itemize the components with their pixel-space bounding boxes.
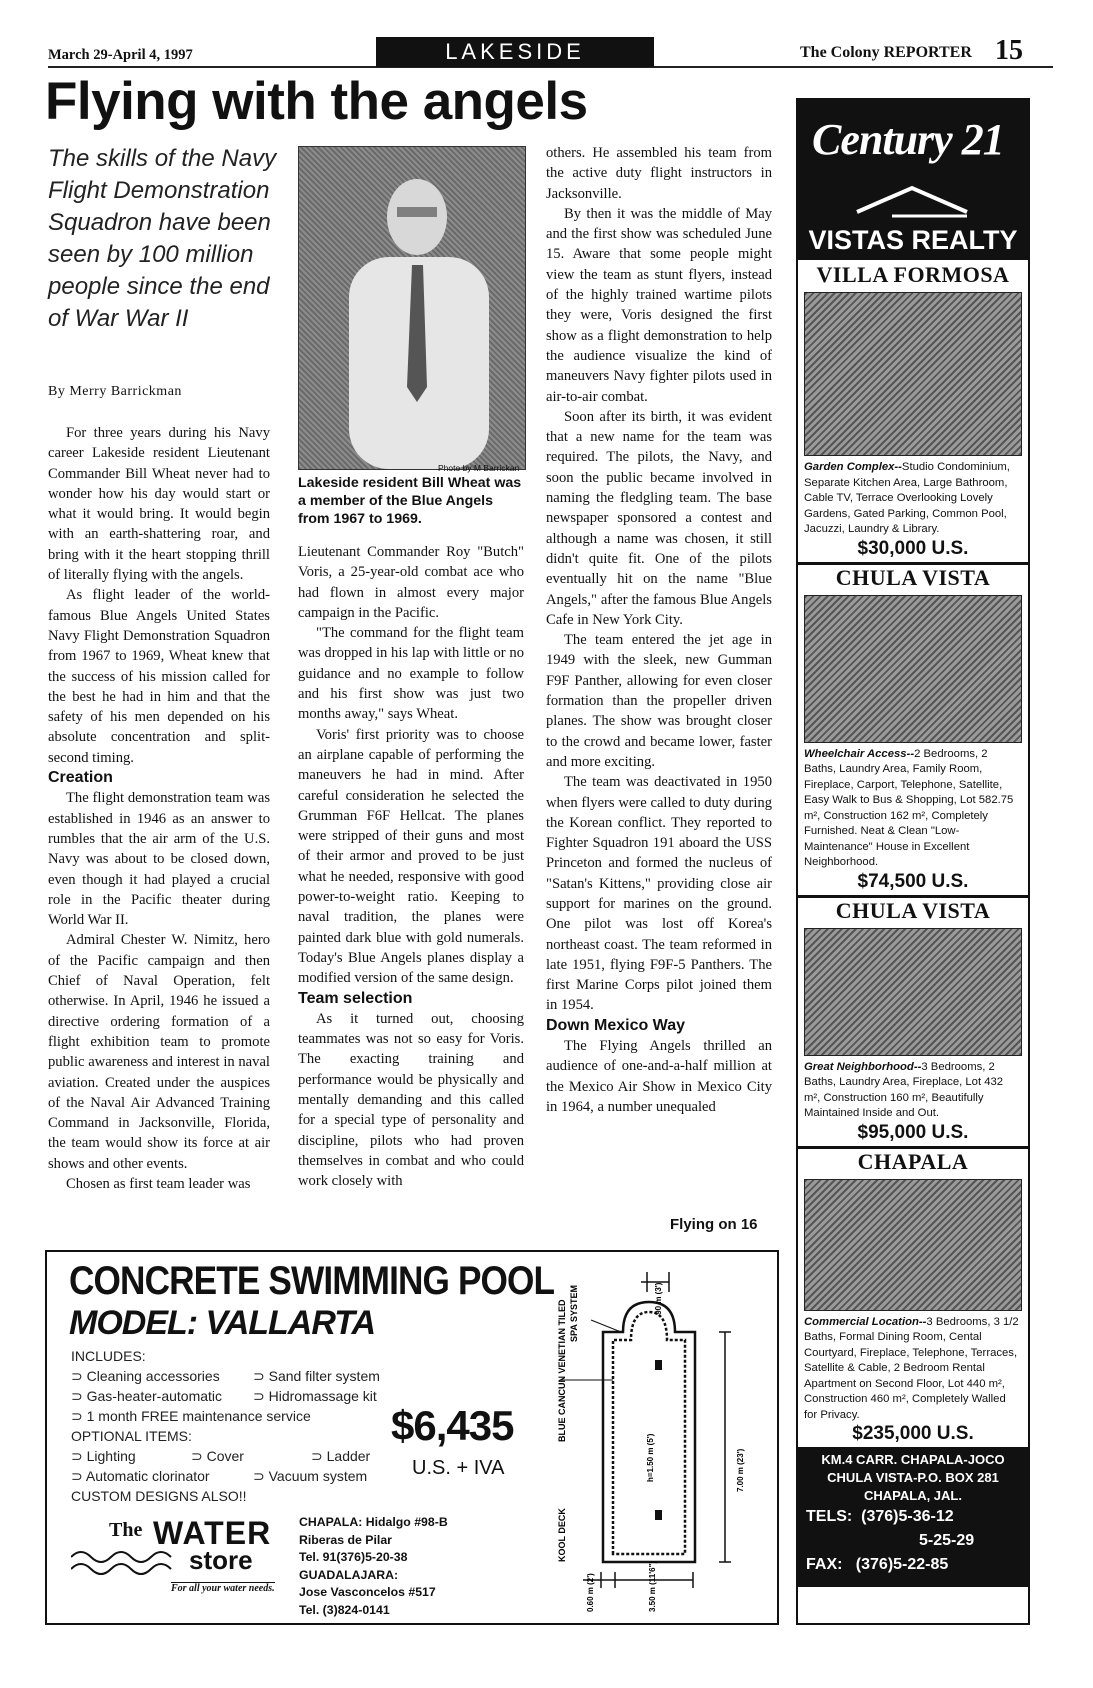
- label-bottom-2: 3.50 m (11'6"): [648, 1560, 657, 1612]
- address-line: Tel. 91(376)5-20-38: [299, 1550, 408, 1564]
- portrait-figure: [299, 147, 525, 469]
- listing-description: [798, 1315, 1028, 1424]
- logo-the: The: [109, 1519, 143, 1541]
- fax-number: (376)5-22-85: [855, 1556, 949, 1573]
- label-depth: h=1.50 m (5'): [646, 1433, 655, 1482]
- label-spa: SPA SYSTEM: [569, 1284, 579, 1342]
- listing-price: $95,000 U.S.: [857, 1121, 969, 1143]
- tels-label: TELS:: [806, 1508, 853, 1525]
- include-item: ⊃ 1 month FREE maintenance service: [71, 1408, 311, 1424]
- article-column-3: [546, 143, 772, 1196]
- pool-ad-title: CONCRETE SWIMMING POOL: [69, 1259, 555, 1303]
- listing-price: $235,000 U.S.: [852, 1423, 974, 1444]
- fax-line: [798, 1553, 1028, 1577]
- pool-diagram: [543, 1262, 753, 1614]
- listing-details: 3 Bedrooms, 2 Baths, Laundry Area, Fireplace, Lot 432 m², Construction 160 m², Beautifully Maintained Inside and Out.: [804, 1060, 1004, 1119]
- address-line: CHAPALA: Hidalgo #98-B: [299, 1515, 448, 1529]
- listing-lead: Great Neighborhood--: [804, 1060, 922, 1073]
- paragraph: As it turned out, choosing teammates was not so easy for Voris. The exacting training and performance would be physically and mentally demanding and this called for a special type of personality and discipline, pilots who had proven themselves in combat and who could work closely with: [298, 1010, 524, 1190]
- label-bottom-1: 0.60 m (2'): [586, 1573, 595, 1612]
- pool-model: MODEL: VALLARTA: [69, 1304, 376, 1342]
- listing-description: [798, 460, 1028, 538]
- deck: The skills of the Navy Flight Demonstration Squadron have been seen by 100 million people since the end of War War II: [48, 145, 277, 332]
- pool-ad: [45, 1250, 779, 1625]
- headline: Flying with the angels: [45, 72, 588, 131]
- listing-title: VILLA FORMOSA: [816, 262, 1010, 287]
- logo-store: store: [189, 1545, 253, 1575]
- tel-number: 5-25-29: [919, 1532, 975, 1549]
- listing-description: [798, 747, 1028, 871]
- address-line: KM.4 CARR. CHAPALA-JOCO: [821, 1452, 1005, 1467]
- paragraph: The flight demonstration team was established in 1946 as an answer to rumbles that the air arm of the U.S. Navy was about to be closed down, even though it had played a crucial role in the Pacific theater during World War II.: [48, 790, 270, 929]
- listing-description: [798, 1060, 1028, 1122]
- address-line: Tel. (3)824-0141: [299, 1602, 390, 1617]
- pool-outline: [603, 1302, 695, 1562]
- address-line: Jose Vasconcelos #517: [299, 1585, 436, 1599]
- subhead-creation: Creation: [48, 769, 113, 787]
- paragraph: For three years during his Navy career Lakeside resident Lieutenant Commander Bill Wheat never had to wonder how his day would start or what it would bring. It would begin with an earth-shattering roar, and bring with it the heart stopping thrill of literally flying with the angels.: [48, 425, 270, 584]
- address-line: Riberas de Pilar: [299, 1532, 392, 1547]
- photo-caption: Lakeside resident Bill Wheat was a member of the Blue Angels from 1967 to 1969.: [298, 475, 522, 527]
- byline: By Merry Barrickman: [48, 384, 182, 399]
- paragraph: As flight leader of the world-famous Blue Angels United States Navy Flight Demonstration Squadron from 1967 to 1969, Wheat knew that the success of his mission called for the best he had in him and that the safety of his men depended on his absolute concentration and split-second timing.: [48, 587, 270, 766]
- century21-ad: [796, 98, 1030, 1625]
- include-item: ⊃ Gas-heater-automatic: [71, 1388, 223, 1404]
- paragraph: The Flying Angels thrilled an audience of one-and-a-half million at the Mexico Air Show in Mexico City in 1964, a number unequaled: [546, 1038, 772, 1115]
- pool-price: $6,435: [391, 1402, 514, 1449]
- optional-item: ⊃ Vacuum system: [253, 1468, 368, 1484]
- label-tile: BLUE CANCUN VENETIAN TILED: [557, 1299, 567, 1442]
- listing-photo: [804, 292, 1022, 456]
- issue-date: March 29-April 4, 1997: [48, 47, 193, 63]
- article-column-2: [298, 542, 524, 1239]
- section-banner: LAKESIDE: [376, 37, 654, 67]
- address-line: CHAPALA, JAL.: [864, 1488, 962, 1503]
- includes-label: INCLUDES:: [71, 1348, 146, 1364]
- paragraph: Voris' first priority was to choose an airplane capable of performing the maneuvers he had in mind. After careful consideration he selected the Grumman F6F Hellcat. The planes were stripped of their guns and most of their armor and proved to be just what he needed, responsive with good power-to-weight ratio. Keeping to naval tradition, the planes were painted dark blue with gold numerals. Today's Blue Angels planes display a modified version of the same design.: [298, 726, 524, 987]
- logo-water: WATER: [153, 1515, 272, 1551]
- listing-title: CHAPALA: [857, 1148, 969, 1174]
- listing-details: 3 Bedrooms, 3 1/2 Baths, Formal Dining Room, Cental Courtyard, Fireplace, Telephone, Terraces, Satellite & Cable, 2 Bedroom Rental Apartment on Second Floor, Lot 440 m², Construction 460 m², Completely Walled for Privacy.: [804, 1315, 1019, 1421]
- fax-label: FAX:: [806, 1556, 843, 1573]
- contact-block: [798, 1447, 1028, 1587]
- listing-photo: [804, 1179, 1022, 1311]
- listing-photo: [804, 928, 1022, 1056]
- paragraph: Lieutenant Commander Roy "Butch" Voris, a 25-year-old combat ace who had flown in almost every major campaign in the Pacific.: [298, 544, 524, 621]
- subhead-team-selection: Team selection: [298, 989, 413, 1007]
- optional-item: ⊃ Cover: [191, 1448, 244, 1464]
- tel-line: [798, 1505, 1028, 1529]
- paragraph: Chosen as first team leader was: [66, 1175, 251, 1192]
- tel-number: (376)5-36-12: [861, 1508, 954, 1525]
- optional-item: ⊃ Lighting: [71, 1448, 136, 1464]
- label-deck: KOOL DECK: [557, 1508, 567, 1562]
- house-roof-icon: [852, 180, 972, 220]
- address-line: CHULA VISTA-P.O. BOX 281: [827, 1470, 999, 1485]
- paragraph: Soon after its birth, it was evident that a new name for the team was required. The pilots, the Navy, and soon the public became involved in naming the fledgling team. The base newspaper sponsored a contest and although a name was chosen, it still didn't quite fit. One of the pilots eventually hit on the name "Blue Angels," after the famous Blue Angels Cafe in New York City.: [546, 408, 772, 628]
- ad-brand-block: [798, 100, 1028, 260]
- price-note: U.S. + IVA: [412, 1457, 505, 1479]
- paper-name: The Colony REPORTER: [800, 44, 972, 61]
- step-block: [655, 1360, 662, 1370]
- jump-line: Flying on 16: [670, 1216, 758, 1233]
- logo-tagline: For all your water needs.: [171, 1583, 275, 1594]
- listing-lead: Garden Complex--: [804, 461, 902, 473]
- listing-details: 2 Bedrooms, 2 Baths, Laundry Area, Family Room, Fireplace, Carport, Telephone, Satellite, Easy Walk to Bus & Shopping, Lot 582.75 m², Construction 162 m², Completely Furnished. Neat & Clean "Low-Maintenance" House in Excellent Neighborhood.: [804, 747, 1014, 868]
- include-item: ⊃ Cleaning accessories: [71, 1368, 220, 1384]
- label-top-width: .90 m (3'): [654, 1282, 663, 1317]
- paragraph: others. He assembled his team from the active duty flight instructors in Jacksonville.: [546, 145, 772, 202]
- listing-lead: Wheelchair Access--: [804, 747, 915, 760]
- listing-photo: [804, 595, 1022, 743]
- listing-price: $74,500 U.S.: [857, 870, 969, 892]
- address-line: GUADALAJARA:: [299, 1567, 399, 1582]
- include-item: ⊃ Hidromassage kit: [253, 1388, 377, 1404]
- optional-item: ⊃ Automatic clorinator: [71, 1468, 210, 1484]
- listing-title: CHULA VISTA: [835, 564, 991, 590]
- label-length: 7.00 m (23'): [736, 1448, 745, 1492]
- leader-line: [591, 1320, 621, 1332]
- optional-item: ⊃ Ladder: [311, 1448, 371, 1464]
- photo-credit: Photo by M Barrickan: [438, 463, 520, 473]
- optional-label: OPTIONAL ITEMS:: [71, 1428, 192, 1444]
- listing-details: Studio Condominium, Separate Kitchen Area, Large Bathroom, Cable TV, Terrace Overlooking Lovely Gardens, Gated Parking, Common Pool, Jacuzzi, Laundry & Library.: [804, 461, 1010, 535]
- agency-name: VISTAS REALTY: [808, 225, 1018, 255]
- century21-logo: Century 21: [812, 115, 1004, 164]
- article-column-1: [48, 423, 270, 1238]
- paragraph: Admiral Chester W. Nimitz, hero of the Pacific campaign and then Chief of Naval Operation, felt otherwise. In April, 1946 he issued a directive ordering formation of a flight exhibition team to promote public awareness and interest in naval aviation. Created under the auspices of the Naval Air Advanced Training Command in Jacksonville, Florida, the team would show its force at air shows and other events.: [48, 932, 270, 1172]
- store-addresses: [299, 1514, 448, 1619]
- listing-title: CHULA VISTA: [835, 897, 991, 923]
- listing-price: $30,000 U.S.: [857, 537, 969, 559]
- subhead-down-mexico-way: Down Mexico Way: [546, 1016, 685, 1034]
- paragraph: The team entered the jet age in 1949 with the sleek, new Gumman F9F Panther, allowing for even closer formation than the propeller driven planes. The show was brought closer to the crowd and became lower, faster and more exciting.: [546, 632, 772, 770]
- water-store-logo: [71, 1517, 281, 1599]
- listing-lead: Commercial Location--: [804, 1315, 927, 1328]
- waves-icon: [71, 1547, 181, 1583]
- paragraph: "The command for the flight team was dropped in his lap with little or no guidance and no example to follow and his first show was just two months away," says Wheat.: [298, 625, 524, 723]
- step-block: [655, 1510, 662, 1520]
- bill-wheat-photo: [298, 146, 526, 470]
- paragraph: The team was deactivated in 1950 when flyers were called to duty during the Korean conflict. They reported to Fighter Squadron 191 aboard the USS Princeton and formed the nucleus of "Satan's Kittens," providing close air support for marines on the ground. One pilot was lost off Korea's northeast coast. The team reformed in late 1951, flying F9F-5 Panthers. The first Marine Corps pilot joined them in 1954.: [546, 774, 772, 1014]
- custom-designs: CUSTOM DESIGNS ALSO!!: [71, 1488, 247, 1504]
- include-item: ⊃ Sand filter system: [253, 1368, 380, 1384]
- paragraph: By then it was the middle of May and the first show was scheduled June 15. Aware that some people might view the team as stunt flyers, instead of the highly trained wartime pilots they were, Voris designed the first show as a flight demonstration to help the audience visualize the kind of maneuvers Navy fighter pilots used in air-to-air combat.: [546, 205, 772, 405]
- page-number: 15: [995, 35, 1023, 66]
